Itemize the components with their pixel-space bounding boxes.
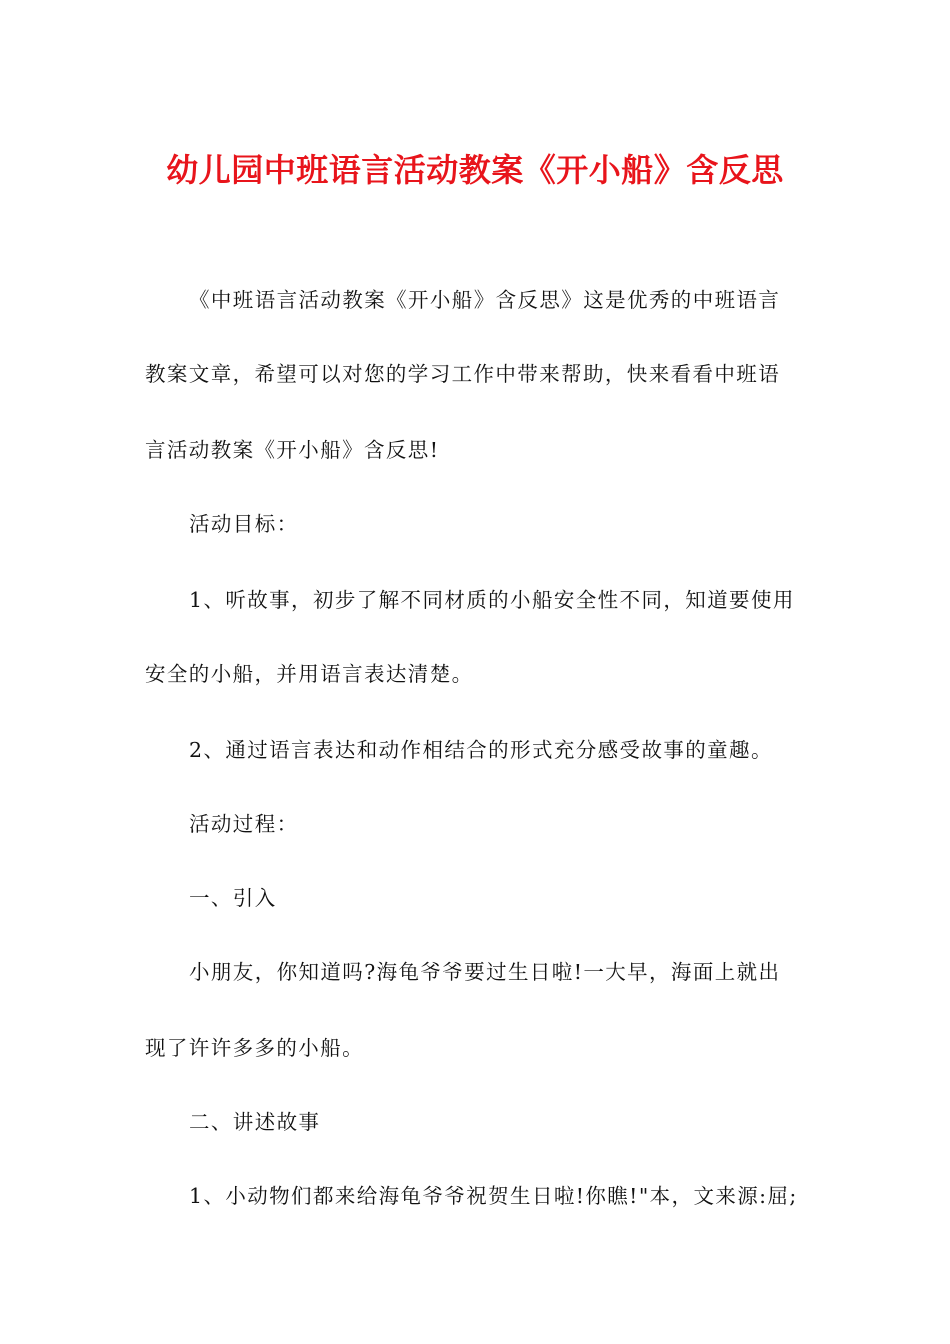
paragraph-intro-line-3: 言活动教案《开小船》含反思! bbox=[145, 438, 440, 462]
document-title: 幼儿园中班语言活动教案《开小船》含反思 bbox=[166, 151, 784, 189]
goal-1-line-2: 安全的小船，并用语言表达清楚。 bbox=[145, 662, 474, 686]
heading-activity-process: 活动过程： bbox=[189, 812, 299, 836]
story-step-1: 1、小动物们都来给海龟爷爷祝贺生日啦!你瞧!"本，文来源:屈; bbox=[189, 1184, 798, 1208]
goal-1-line-1: 1、听故事，初步了解不同材质的小船安全性不同，知道要使用 bbox=[189, 588, 795, 612]
goal-2: 2、通过语言表达和动作相结合的形式充分感受故事的童趣。 bbox=[189, 738, 773, 762]
heading-activity-goals: 活动目标： bbox=[189, 512, 299, 536]
paragraph-intro-line-1: 《中班语言活动教案《开小船》含反思》这是优秀的中班语言 bbox=[189, 288, 781, 312]
intro-paragraph-line-2: 现了许许多多的小船。 bbox=[145, 1036, 364, 1060]
intro-paragraph-line-1: 小朋友，你知道吗?海龟爷爷要过生日啦!一大早，海面上就出 bbox=[189, 960, 781, 984]
section-tell-story: 二、讲述故事 bbox=[189, 1110, 321, 1134]
paragraph-intro-line-2: 教案文章，希望可以对您的学习工作中带来帮助，快来看看中班语 bbox=[145, 362, 781, 386]
section-introduction: 一、引入 bbox=[189, 886, 277, 910]
